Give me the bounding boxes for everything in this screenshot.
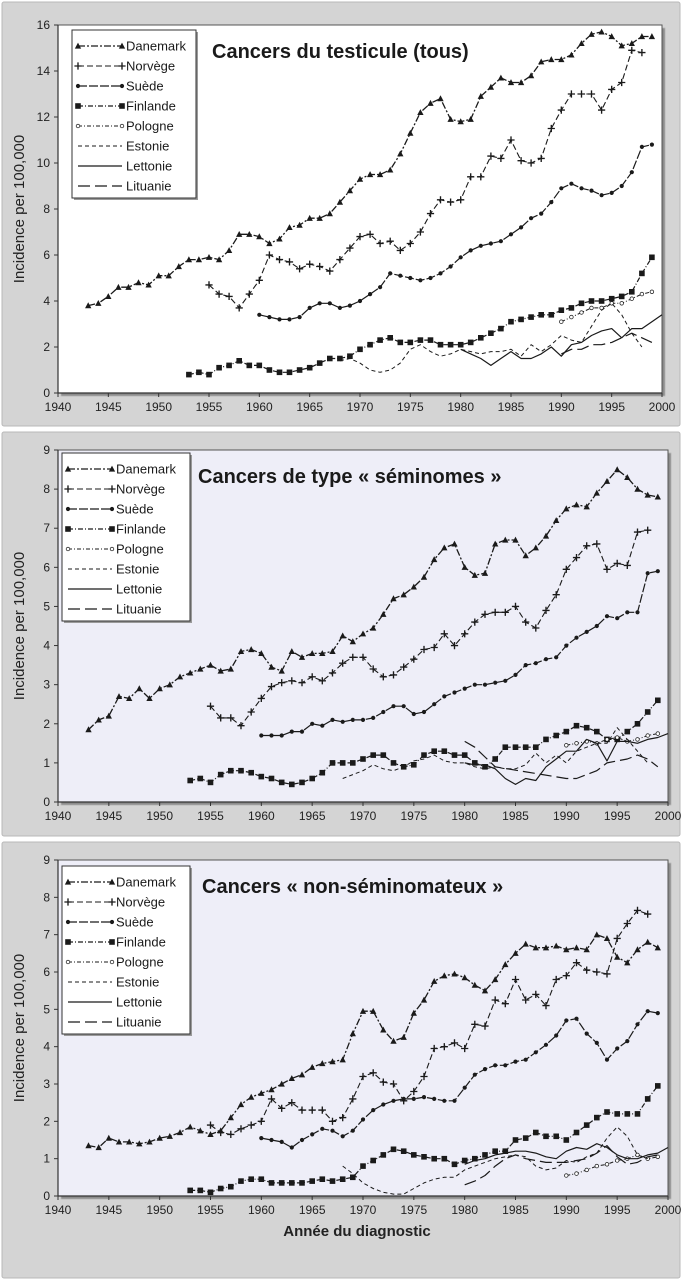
y-tick-label: 12 bbox=[36, 110, 50, 124]
x-tick-label: 1945 bbox=[95, 1203, 123, 1217]
x-tick-label: 1985 bbox=[497, 400, 525, 414]
x-tick-label: 1945 bbox=[95, 809, 123, 823]
x-tick-label: 1990 bbox=[552, 809, 580, 823]
y-tick-label: 6 bbox=[43, 560, 50, 575]
x-tick-label: 1955 bbox=[197, 809, 224, 823]
x-tick-label: 1940 bbox=[44, 809, 72, 823]
y-tick-label: 0 bbox=[43, 1189, 50, 1203]
x-tick-label: 1955 bbox=[197, 1203, 224, 1217]
x-tick-label: 1970 bbox=[349, 809, 377, 823]
y-tick-label: 4 bbox=[43, 1039, 50, 1054]
y-tick-label: 2 bbox=[43, 716, 50, 731]
y-tick-label: 5 bbox=[43, 1002, 50, 1017]
x-tick-label: 1940 bbox=[44, 1203, 72, 1217]
x-tick-label: 1985 bbox=[502, 1203, 529, 1217]
legend-label: Finlande bbox=[116, 521, 166, 537]
legend-label: Lituanie bbox=[126, 178, 172, 194]
y-axis-label: Incidence per 100,000 bbox=[11, 134, 28, 284]
x-tick-label: 1995 bbox=[603, 809, 631, 823]
y-tick-label: 2 bbox=[43, 1114, 50, 1129]
legend-label: Finlande bbox=[126, 98, 176, 114]
chart-panel-3 bbox=[2, 842, 682, 1278]
x-tick-label: 1975 bbox=[400, 809, 428, 823]
legend-label: Lituanie bbox=[116, 1014, 162, 1030]
x-tick-label: 1990 bbox=[552, 1203, 580, 1217]
y-tick-label: 14 bbox=[36, 64, 50, 78]
legend-label: Estonie bbox=[126, 138, 170, 154]
x-tick-label: 1980 bbox=[451, 1203, 479, 1217]
y-tick-label: 3 bbox=[43, 1077, 50, 1091]
y-tick-label: 1 bbox=[43, 1151, 50, 1166]
y-tick-label: 2 bbox=[43, 340, 50, 354]
legend bbox=[62, 453, 192, 623]
chart-panel-2 bbox=[2, 432, 682, 836]
x-tick-label: 1990 bbox=[547, 400, 575, 414]
y-tick-label: 8 bbox=[43, 482, 50, 497]
y-tick-label: 4 bbox=[43, 638, 50, 653]
x-tick-label: 1960 bbox=[247, 1203, 275, 1217]
legend-label: Danemark bbox=[116, 461, 176, 477]
y-tick-label: 9 bbox=[43, 443, 50, 457]
y-tick-label: 9 bbox=[43, 853, 50, 867]
legend-label: Pologne bbox=[116, 954, 164, 970]
x-tick-label: 1970 bbox=[349, 1203, 377, 1217]
y-tick-label: 8 bbox=[43, 890, 50, 905]
x-tick-label: 1995 bbox=[603, 1203, 631, 1217]
x-tick-label: 1950 bbox=[146, 809, 174, 823]
legend-label: Norvège bbox=[126, 58, 176, 74]
legend-label: Estonie bbox=[116, 561, 160, 577]
x-tick-label: 1970 bbox=[346, 400, 374, 414]
x-axis-label: Année du diagnostic bbox=[283, 1223, 431, 1240]
legend-label: Norvège bbox=[116, 481, 166, 497]
y-tick-label: 4 bbox=[43, 294, 50, 308]
chart-title: Cancers « non-séminomateux » bbox=[202, 876, 504, 898]
y-tick-label: 10 bbox=[36, 156, 50, 170]
x-tick-label: 1940 bbox=[44, 400, 72, 414]
x-tick-label: 1945 bbox=[94, 400, 122, 414]
chart-panel-1 bbox=[2, 2, 680, 426]
legend-label: Lituanie bbox=[116, 601, 162, 617]
legend-label: Suède bbox=[116, 914, 154, 930]
legend-label: Pologne bbox=[116, 541, 164, 557]
legend-label: Lettonie bbox=[116, 994, 163, 1010]
legend-label: Finlande bbox=[116, 934, 166, 950]
legend-label: Suède bbox=[116, 501, 154, 517]
chart-title: Cancers du testicule (tous) bbox=[212, 41, 469, 63]
legend bbox=[72, 30, 198, 200]
legend-label: Danemark bbox=[116, 874, 176, 890]
legend-label: Lettonie bbox=[116, 581, 163, 597]
legend-label: Norvège bbox=[116, 894, 166, 910]
legend-label: Suède bbox=[126, 78, 164, 94]
y-tick-label: 8 bbox=[43, 202, 50, 216]
y-tick-label: 7 bbox=[43, 521, 50, 536]
x-tick-label: 2000 bbox=[654, 1203, 682, 1217]
chart-title: Cancers de type « séminomes » bbox=[198, 466, 502, 488]
y-tick-label: 5 bbox=[43, 599, 50, 614]
x-tick-label: 1955 bbox=[195, 400, 223, 414]
legend-label: Estonie bbox=[116, 974, 160, 990]
y-tick-label: 6 bbox=[43, 248, 50, 262]
x-tick-label: 2000 bbox=[654, 809, 682, 823]
x-tick-label: 1960 bbox=[245, 400, 273, 414]
y-tick-label: 1 bbox=[43, 755, 50, 770]
x-tick-label: 2000 bbox=[648, 400, 676, 414]
y-tick-label: 3 bbox=[43, 677, 50, 692]
x-tick-label: 1950 bbox=[146, 1203, 174, 1217]
legend bbox=[62, 866, 192, 1036]
y-tick-label: 0 bbox=[43, 795, 50, 809]
legend-label: Danemark bbox=[126, 38, 186, 54]
y-tick-label: 6 bbox=[43, 965, 50, 979]
x-tick-label: 1985 bbox=[502, 809, 529, 823]
y-tick-label: 16 bbox=[36, 18, 50, 32]
x-tick-label: 1965 bbox=[298, 809, 326, 823]
x-tick-label: 1950 bbox=[145, 400, 173, 414]
x-tick-label: 1975 bbox=[400, 1203, 428, 1217]
legend-label: Pologne bbox=[126, 118, 174, 134]
x-tick-label: 1960 bbox=[247, 809, 275, 823]
x-tick-label: 1965 bbox=[296, 400, 324, 414]
y-axis-label: Incidence per 100,000 bbox=[11, 953, 28, 1103]
y-tick-label: 0 bbox=[43, 386, 50, 400]
x-tick-label: 1980 bbox=[447, 400, 475, 414]
x-tick-label: 1975 bbox=[396, 400, 424, 414]
x-tick-label: 1965 bbox=[298, 1203, 326, 1217]
legend-label: Lettonie bbox=[126, 158, 173, 174]
y-tick-label: 7 bbox=[43, 927, 50, 942]
x-tick-label: 1980 bbox=[451, 809, 479, 823]
y-axis-label: Incidence per 100,000 bbox=[11, 551, 28, 701]
x-tick-label: 1995 bbox=[598, 400, 626, 414]
